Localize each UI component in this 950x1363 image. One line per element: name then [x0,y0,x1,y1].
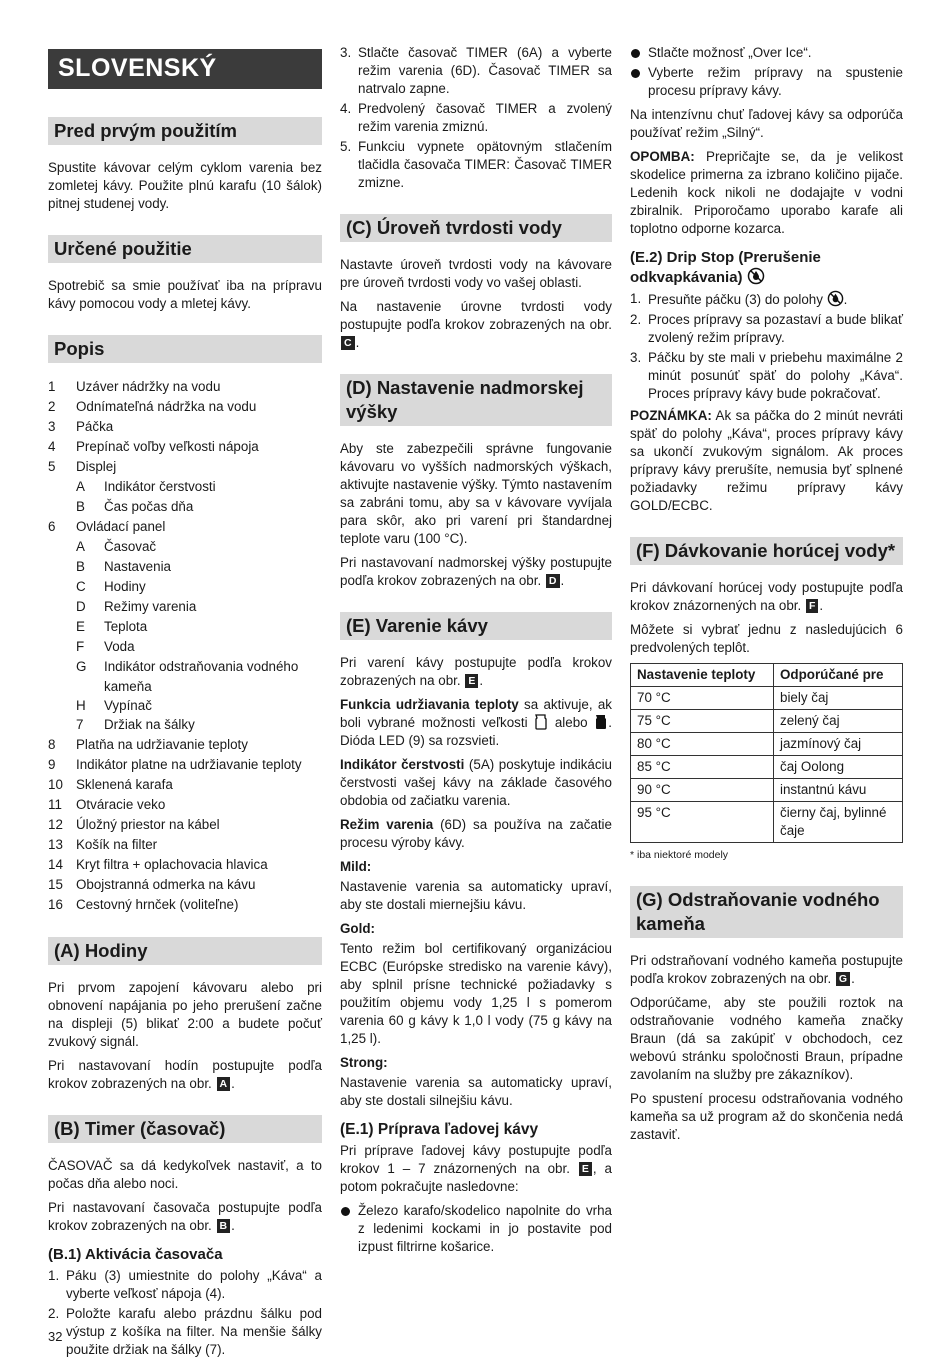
language-title: SLOVENSKÝ [48,49,322,89]
figure-key-c: C [341,336,355,350]
timer-step: 2. Položte karafu alebo prázdnu šálku pod výstup z košíka na filter. Na menšie šálky použite držiak na šálky (7). [48,1306,322,1357]
subsection-title-timer-activation: (B.1) Aktivácia časovača [48,1246,223,1263]
water-hardness-text-2: Na nastavenie úrovne tvrdosti vody postupujte podľa krokov zobrazených na obr. C . [340,299,612,350]
timer-step: 5. Funkciu vypnete opätovným stlačením tlačidla časovača TIMER: Časovač TIMER zmizne. [340,139,612,190]
table-row: 90 °C instantnú kávu [631,779,903,802]
figure-key-g: G [836,972,850,986]
parts-item: 6 Ovládací panel [48,519,166,534]
parts-subitem: B Nastavenia [76,559,171,574]
parts-subitem: A Časovač [76,539,157,554]
parts-item: 4 Prepínač voľby veľkosti nápoja [48,439,259,454]
timer-step: 3. Stlačte časovač TIMER (6A) a vyberte režim varenia (6D). Časovač TIMER sa natrvalo zapne. [340,45,612,96]
keep-warm-text: Funkcia udržiavania teploty sa aktivuje, ak boli vybrané možnosti veľkosti alebo . Dióda LED (9) sa rozsvieti. [340,697,612,748]
hot-water-text-2: Môžete si vybrať jednu z nasledujúcich 6 predvolených teplôt. [630,622,903,655]
drip-stop-steps [630,290,903,403]
carafe-icon [534,714,548,730]
table-header-row [631,664,903,687]
brewing-text-1: Pri varení kávy postupujte podľa krokov zobrazených na obr. E . [340,655,612,688]
drip-stop-step: 3. Páčku by ste mali v priebehu maximálne 2 minút posunúť späť do polohy „Káva“. Proces prípravy kávy bude pokračovať. [630,350,903,401]
section-title-before-first-use: Pred prvým použitím [48,117,322,145]
strong-label: Strong: [340,1055,388,1070]
drip-stop-step: 2. Proces prípravy sa pozastaví a bude blikať zvolený režim prípravy. [630,312,903,345]
column-3 [630,44,903,1150]
drip-stop-icon [747,267,765,285]
mild-text: Nastavenie varenia sa automaticky upraví, aby ste dostali miernejšiu kávu. [340,879,612,912]
gold-text: Tento režim bol certifikovaný organizáciou ECBC (Európske stredisko na varenie kávy), aby splnil prísne technické požiadavky s použitím objemu vody 1,25 l s pomerom varenia 60 g kávy k 1,0 l vody (75 g kávy na 1,25 l). [340,941,612,1046]
parts-item: 5 Displej [48,459,117,474]
parts-subitem: A Indikátor čerstvosti [76,479,216,494]
hot-water-text-1: Pri dávkovaní horúcej vody postupujte podľa krokov znázornených na obr. F . [630,580,903,613]
altitude-text-1: Aby ste zabezpečili správne fungovanie kávovaru vo vyšších nadmorských výškach, aktivujte nastavenie výšky. Týmto nastavením sa zabráni tomu, aby sa v kávovare vyvíjala para skôr, ako pri varení pri štandardnej teplote varu (100 °C). [340,441,612,546]
iced-coffee-note: OPOMBA: Prepričajte se, da je velikost skodelice primerna za izbrano količino pijače. Ledenih kock nikoli ne dodajajte v vodni zbiralnik. Priporočamo uporabo karafe ali toplotno odporne kozarca. [630,149,903,236]
iced-coffee-bullets-continued [630,44,903,100]
parts-item: 2 Odnímateľná nádržka na vodu [48,399,257,414]
table-row: 80 °C jazmínový čaj [631,733,903,756]
parts-item: 16 Cestovný hrnček (voliteľne) [48,897,239,912]
full-carafe-icon [594,714,608,730]
section-title-water-hardness: (C) Úroveň tvrdosti vody [340,214,612,242]
section-title-hot-water: (F) Dávkovanie horúcej vody* [630,537,903,565]
section-title-clock: (A) Hodiny [48,937,322,965]
timer-step: 1. Páku (3) umiestnite do polohy „Káva“ a vyberte veľkosť nápoja (4). [48,1268,322,1301]
parts-subitem: F Voda [76,639,135,654]
table-row: 75 °C zelený čaj [631,710,903,733]
parts-item: 10 Sklenená karafa [48,777,173,792]
parts-subitem: G Indikátor odstraňovania vodného kameňa [76,659,299,694]
figure-key-d: D [546,574,560,588]
parts-item: 9 Indikátor platne na udržiavanie teploty [48,757,302,772]
parts-item: 8 Platňa na udržiavanie teploty [48,737,248,752]
parts-subitem: D Režimy varenia [76,599,197,614]
water-hardness-text-1: Nastavte úroveň tvrdosti vody na kávovare pre úroveň tvrdosti vody vo vašej oblasti. [340,257,612,290]
iced-coffee-bullet: Vyberte režim prípravy na spustenie procesu prípravy kávy. [630,64,903,100]
figure-key-f: F [806,599,818,613]
gold-label: Gold: [340,921,375,936]
section-title-altitude: (D) Nastavenie nadmorskej výšky [340,374,612,426]
strong-text: Nastavenie varenia sa automaticky upraví, aby ste dostali silnejšiu kávu. [340,1075,612,1108]
section-title-brewing: (E) Varenie kávy [340,612,612,640]
before-first-use-text: Spustite kávovar celým cyklom varenia bez zomletej kávy. Použite plnú karafu (10 šálok) pitnej studenej vody. [48,160,322,211]
column-1 [48,45,322,1363]
mild-label: Mild: [340,859,372,874]
parts-item: 12 Úložný priestor na kábel [48,817,220,832]
figure-key-b: B [217,1219,231,1233]
iced-coffee-text-2: Na intenzívnu chuť ľadovej kávy sa odporúča používať režim „Silný“. [630,107,903,140]
table-row: 70 °C biely čaj [631,687,903,710]
figure-key-a: A [217,1077,231,1091]
timer-text-2: Pri nastavovaní časovača postupujte podľa krokov zobrazených na obr. B . [48,1200,322,1233]
parts-list [48,377,322,915]
section-title-timer: (B) Timer (časovač) [48,1115,322,1143]
column-2 [340,44,612,1262]
parts-item: 15 Obojstranná odmerka na kávu [48,877,256,892]
parts-subitem: 7 Držiak na šálky [76,717,195,732]
descaling-text-3: Po spustení procesu odstraňovania vodného kameňa sa už program až do skončenia nedá zastaviť. [630,1091,903,1142]
clock-text-2: Pri nastavovaní hodín postupujte podľa krokov zobrazených na obr. A . [48,1058,322,1091]
drip-stop-step: 1. Presuňte páčku (3) do polohy . [630,291,848,307]
section-title-description: Popis [48,335,322,363]
figure-key-e-iced: E [579,1162,592,1176]
iced-coffee-bullets [340,1202,612,1256]
page-number: 32 [48,1329,63,1344]
drip-stop-icon [827,290,844,307]
table-header: Odporúčané pre [774,664,903,687]
intended-use-text: Spotrebič sa smie používať iba na prípravu kávy pomocou vody a mletej kávy. [48,278,322,311]
parts-subitem: H Vypínač [76,698,152,713]
parts-item: 13 Košík na filter [48,837,158,852]
descaling-text-1: Pri odstraňovaní vodného kameňa postupujte podľa krokov zobrazených na obr. G . [630,953,903,986]
section-title-descaling: (G) Odstraňovanie vodného kameňa [630,886,903,938]
brew-mode-text: Režim varenia (6D) sa používa na začatie procesu výroby kávy. [340,817,612,850]
timer-steps-list-continued [340,44,612,192]
subsection-title-drip-stop: (E.2) Drip Stop (Prerušenie odkvapkávania) [630,249,821,286]
parts-subitem: E Teplota [76,619,148,634]
section-title-intended-use: Určené použitie [48,235,322,263]
timer-text-1: ČASOVAČ sa dá kedykoľvek nastaviť, a to počas dňa alebo noci. [48,1158,322,1191]
drip-stop-note: POZNÁMKA: Ak sa páčka do 2 minút nevráti späť do polohy „Káva“, proces prípravy kávy sa ukončí zvukovým signálom. Ak proces prípravy kávy prerušíte, nemusia byť splnené požiadavky režimu prípravy kávy GOLD/ECBC. [630,408,904,513]
timer-steps-list [48,1267,322,1359]
timer-step: 4. Predvolený časovač TIMER a zvolený režim varenia zmiznú. [340,101,612,134]
parts-subitem: B Čas počas dňa [76,499,194,514]
iced-coffee-text-1: Pri príprave ľadovej kávy postupujte podľa krokov 1 – 7 znázornených na obr. E , a potom pokračujte nasledovne: [340,1143,612,1194]
table-row: 85 °C čaj Oolong [631,756,903,779]
iced-coffee-bullet: Stlačte možnosť „Over Ice“. [630,44,903,62]
parts-subitem: C Hodiny [76,579,146,594]
table-row: 95 °C čierny čaj, bylinné čaje [631,802,903,843]
subsection-title-iced-coffee: (E.1) Príprava ľadovej kávy [340,1121,539,1138]
parts-item: 14 Kryt filtra + oplachovacia hlavica [48,857,268,872]
clock-text-1: Pri prvom zapojení kávovaru alebo pri obnovení napájania po jeho prerušení začne na displeji (5) blikať 2:00 a budete počuť zvukový signál. [48,980,322,1049]
table-header: Nastavenie teploty [631,664,774,687]
iced-coffee-bullet: Železo karafo/skodelico napolnite do vrha z ledenimi kockami in jo postavite pod izpust filtrirne košarice. [340,1202,612,1256]
figure-key-e: E [465,674,478,688]
parts-item: 3 Páčka [48,419,114,434]
parts-item: 11 Otváracie veko [48,797,166,812]
table-footnote: * iba niektoré modely [630,849,729,861]
altitude-text-2: Pri nastavovaní nadmorskej výšky postupujte podľa krokov zobrazených na obr. D . [340,555,612,588]
parts-item: 1 Uzáver nádržky na vodu [48,379,221,394]
temperature-table [630,663,903,843]
freshness-text: Indikátor čerstvosti (5A) poskytuje indikáciu čerstvosti vašej kávy na základe časového obdobia od začiatku varenia. [340,757,612,808]
descaling-text-2: Odporúčame, aby ste použili roztok na odstraňovanie vodného kameňa značky Braun (dá sa zakúpiť v obchodoch, cez webovú stránku spoločnosti Braun, prípadne zavolaním na služby pre zákazníkov). [630,995,903,1082]
